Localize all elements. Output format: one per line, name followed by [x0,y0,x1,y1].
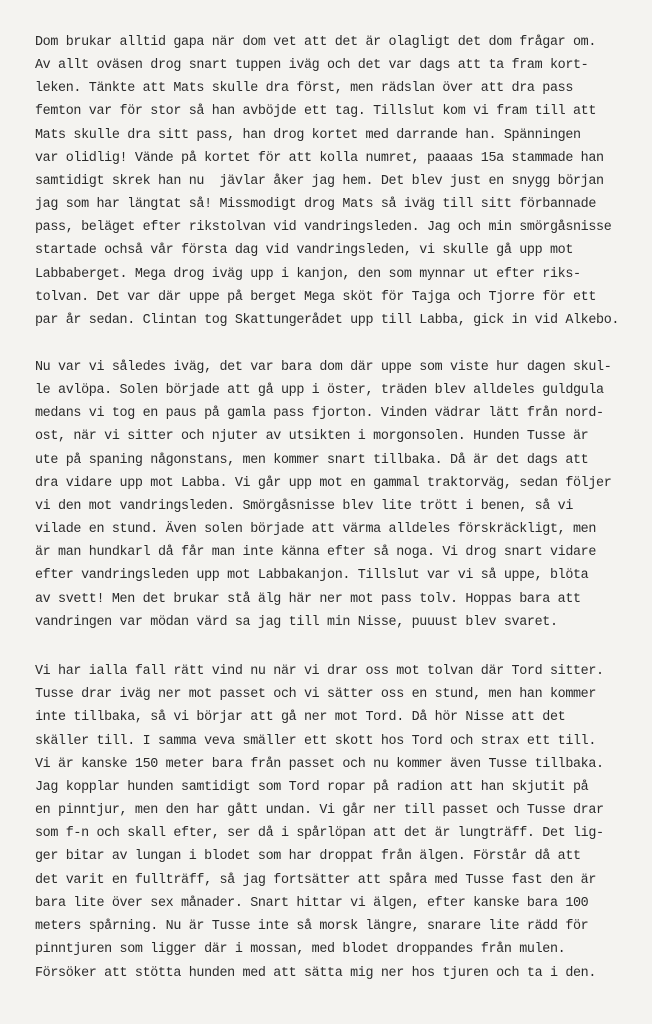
text-line: efter vandringsleden upp mot Labbakanjon. Tillslut var vi så uppe, blöta [35,568,589,583]
text-line: som f-n och skall efter, ser då i spårlöpan att det är lungträff. Det lig- [35,826,604,841]
text-line: ost, när vi sitter och njuter av utsikten i morgonsolen. Hunden Tusse är [35,429,589,444]
text-line: Dom brukar alltid gapa när dom vet att det är olagligt det dom frågar om. [35,35,597,50]
text-line: det varit en fullträff, så jag fortsätter att spåra med Tusse fast den är [35,873,597,888]
text-line: Mats skulle dra sitt pass, han drog kortet med darrande han. Spänningen [35,128,581,143]
text-line: Labbaberget. Mega drog iväg upp i kanjon, den som mynnar ut efter riks- [35,267,581,282]
text-line: Jag kopplar hunden samtidigt som Tord ropar på radion att han skjutit på [35,780,589,795]
text-line: Vi är kanske 150 meter bara från passet och nu kommer även Tusse tillbaka. [35,757,604,772]
text-line: ger bitar av lungan i blodet som har droppat från älgen. Förstår då att [35,849,581,864]
text-line: femton var för stor så han avböjde ett tag. Tillslut kom vi fram till att [35,104,597,119]
text-line: bara lite över sex månader. Snart hittar vi älgen, efter kanske bara 100 [35,896,589,911]
text-line: Nu var vi således iväg, det var bara dom där uppe som viste hur dagen skul- [35,360,612,375]
text-line: medans vi tog en paus på gamla pass fjorton. Vinden vädrar lätt från nord- [35,406,604,421]
text-line: jag som har längtat så! Missmodigt drog Mats så iväg till sitt förbannade [35,197,597,212]
text-line: Vi har ialla fall rätt vind nu när vi drar oss mot tolvan där Tord sitter. [35,664,604,679]
text-line: dra vidare upp mot Labba. Vi går upp mot en gammal traktorväg, sedan följer [35,476,612,491]
text-line: skäller till. I samma veva smäller ett skott hos Tord och strax ett till. [35,734,597,749]
text-line: en pinntjur, men den har gått undan. Vi går ner till passet och Tusse drar [35,803,604,818]
text-line: ute på spaning någonstans, men kommer snart tillbaka. Då är det dags att [35,453,589,468]
text-line: Försöker att stötta hunden med att sätta mig ner hos tjuren och ta i den. [35,966,597,981]
text-line: le avlöpa. Solen började att gå upp i öster, träden blev alldeles guldgula [35,383,604,398]
text-line: vilade en stund. Även solen började att värma alldeles förskräckligt, men [35,522,597,537]
text-line: av svett! Men det brukar stå älg här ner mot pass tolv. Hoppas bara att [35,592,581,607]
text-line: par år sedan. Clintan tog Skattungerådet upp till Labba, gick in vid Alkebo. [35,313,620,328]
text-line: pass, beläget efter rikstolvan vid vandringsleden. Jag och min smörgåsnisse [35,220,612,235]
text-line: inte tillbaka, så vi börjar att gå ner mot Tord. Då hör Nisse att det [35,710,566,725]
text-line: pinntjuren som ligger där i mossan, med blodet droppandes från mulen. [35,942,566,957]
text-line: leken. Tänkte att Mats skulle dra först, men rädslan över att dra pass [35,81,573,96]
text-line: vandringen var mödan värd sa jag till min Nisse, puuust blev svaret. [35,615,558,630]
text-line: vi den mot vandringsleden. Smörgåsnisse blev lite trött i benen, så vi [35,499,573,514]
text-line: Av allt oväsen drog snart tuppen iväg och det var dags att ta fram kort- [35,58,589,73]
text-line: startade ochså vår första dag vid vandringsleden, vi skulle gå upp mot [35,243,573,258]
text-line: meters spårning. Nu är Tusse inte så morsk längre, snarare lite rädd för [35,919,589,934]
text-line: samtidigt skrek han nu jävlar åker jag hem. Det blev just en snygg början [35,174,604,189]
text-line: var olidlig! Vände på kortet för att kolla numret, paaaas 15a stammade han [35,151,604,166]
text-line: tolvan. Det var där uppe på berget Mega sköt för Tajga och Tjorre för ett [35,290,597,305]
text-line: är man hundkarl då får man inte känna efter så noga. Vi drog snart vidare [35,545,597,560]
text-line: Tusse drar iväg ner mot passet och vi sätter oss en stund, men han kommer [35,687,597,702]
